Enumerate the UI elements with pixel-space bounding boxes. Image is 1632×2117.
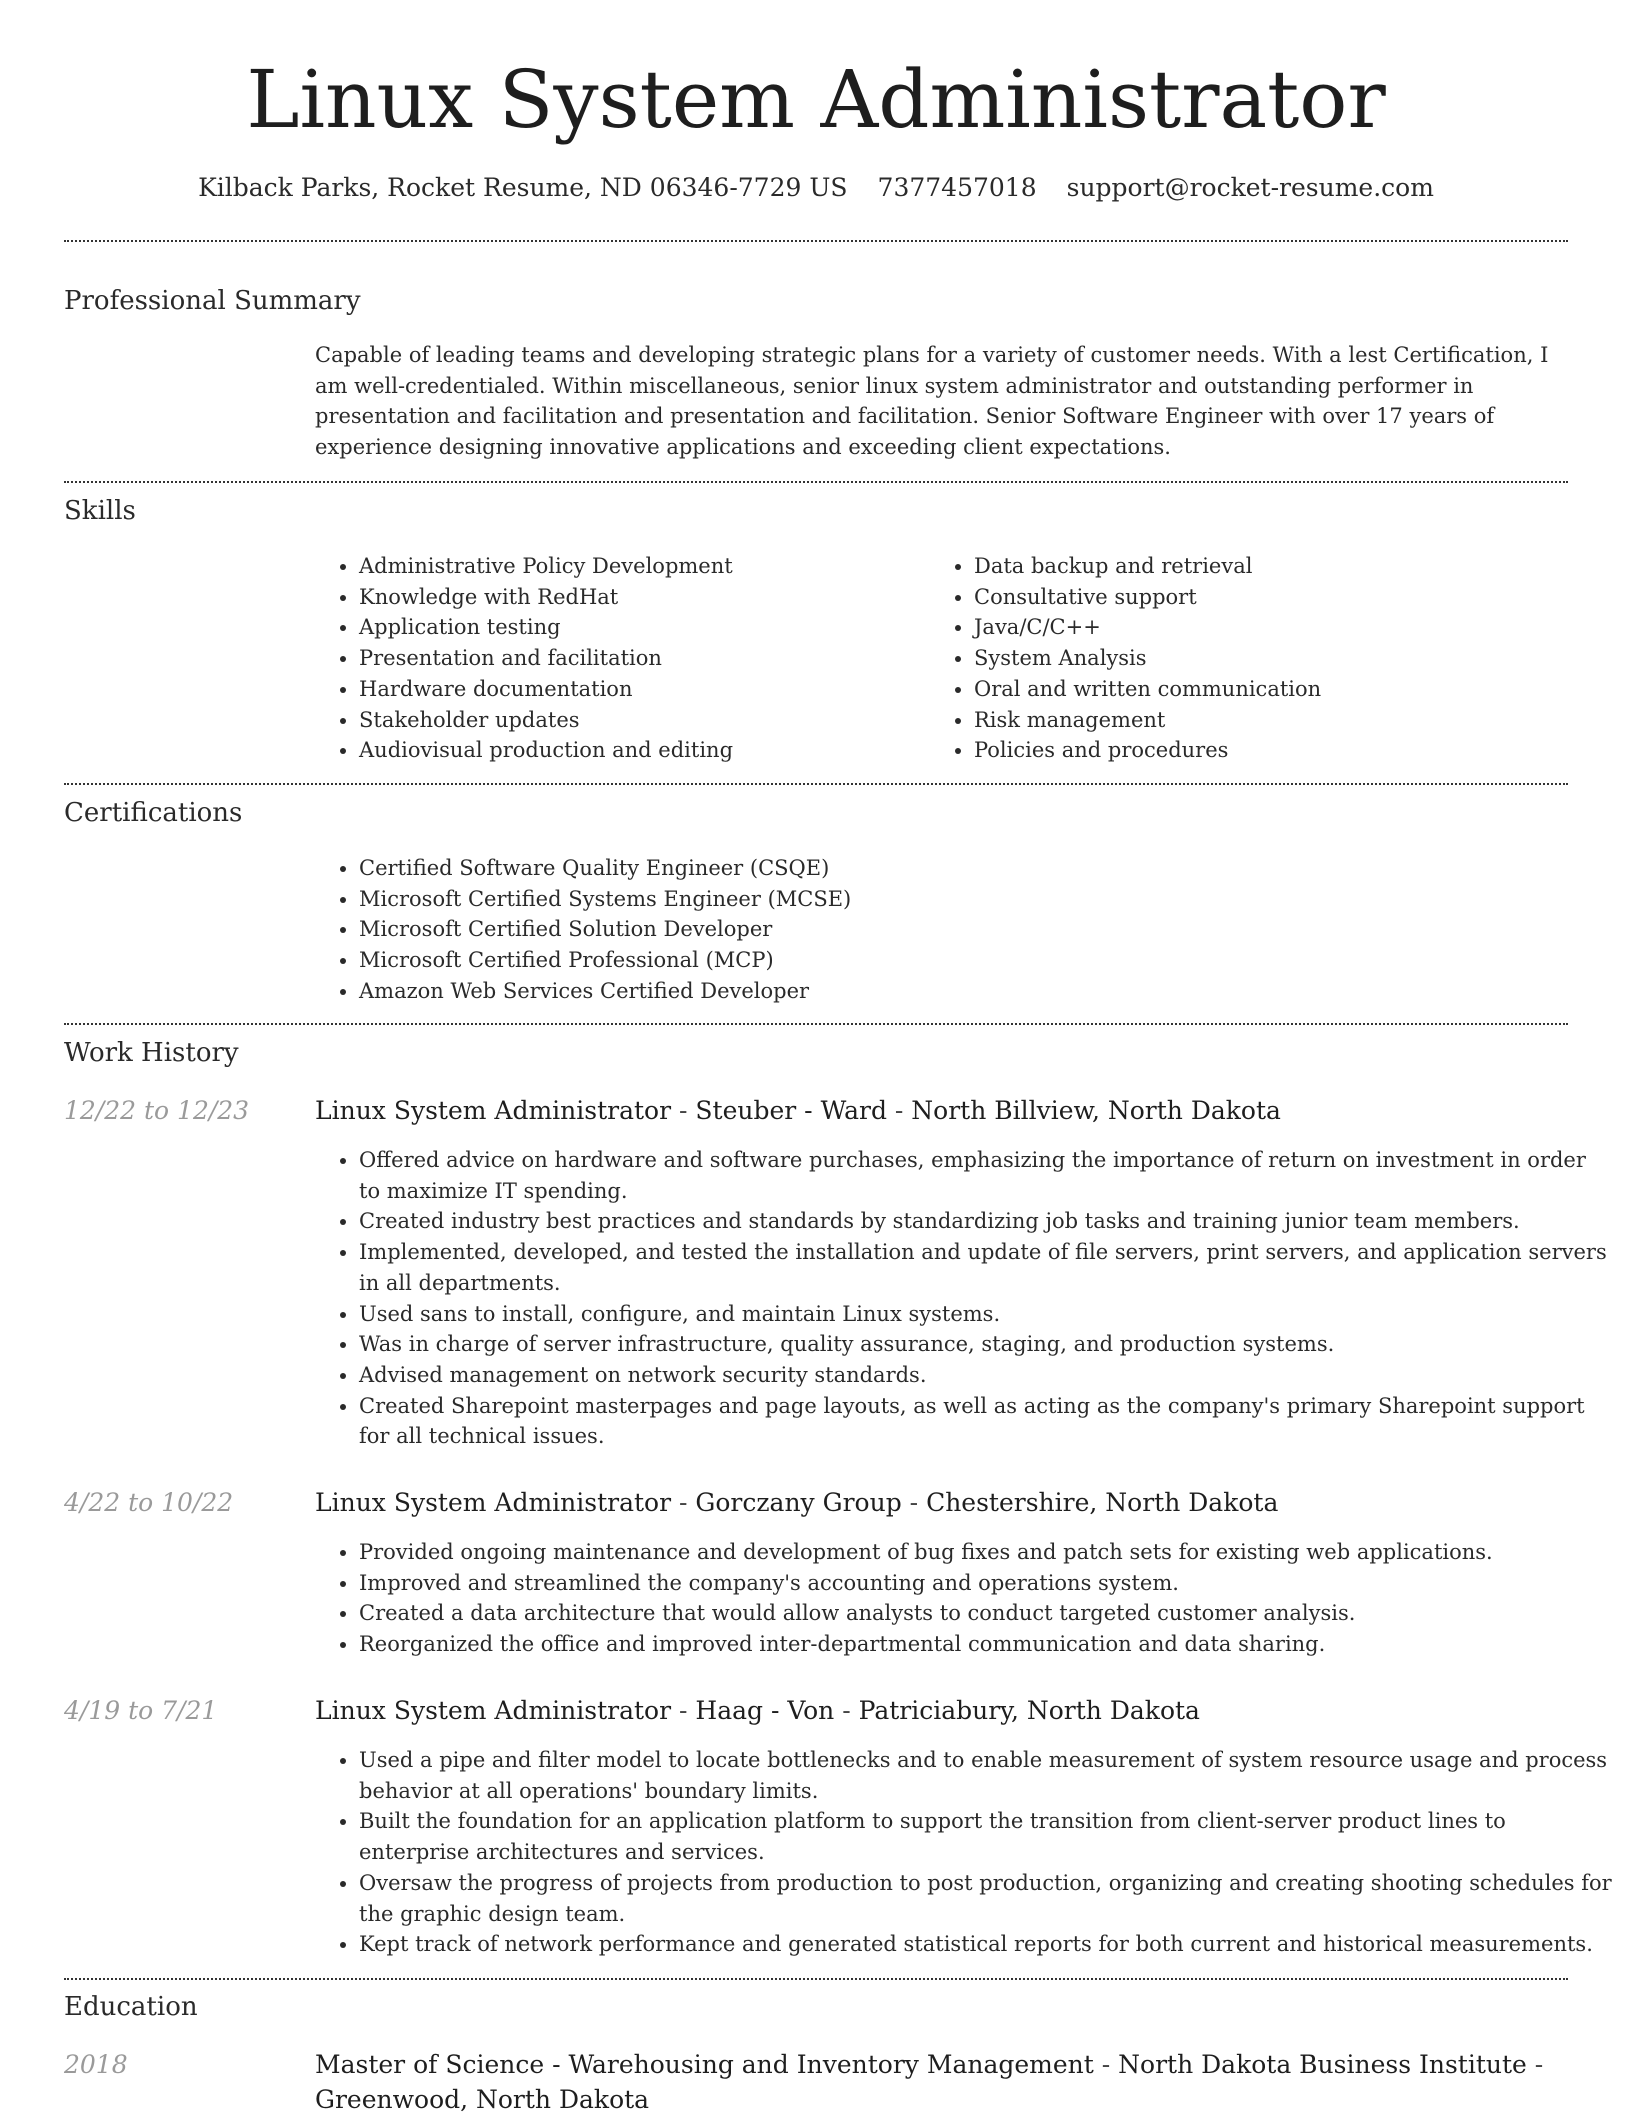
job-bullet: • Offered advice on hardware and software purchases, emphasizing the importance of return on investment in order to maximize IT spending. [359, 1145, 1612, 1206]
job-location: North Billview, North Dakota [911, 1096, 1281, 1125]
job-heading [315, 1485, 1568, 1520]
job-dates: 4/22 to 10/22 [64, 1488, 234, 1517]
separator: - [901, 1488, 927, 1517]
job-bullet: • Created a data architecture that would allow analysts to conduct targeted customer analysis. [359, 1598, 1612, 1629]
certifications-list [315, 853, 1559, 1007]
skill-item: • Administrative Policy Development [359, 551, 919, 582]
separator: - [1093, 2050, 1119, 2079]
job-company: Steuber - Ward [695, 1096, 887, 1125]
separator: - [834, 1696, 859, 1725]
certification-item: • Microsoft Certified Professional (MCP) [359, 945, 1559, 976]
job-bullets [315, 1537, 1612, 1660]
job-bullet: • Provided ongoing maintenance and development of bug fixes and patch sets for existing web applications. [359, 1537, 1612, 1568]
divider [64, 481, 1568, 483]
job-bullet: • Created Sharepoint masterpages and page layouts, as well as acting as the company's primary Sharepoint support for all technical issues. [359, 1391, 1612, 1452]
divider [64, 783, 1568, 785]
degree: Master of Science - Warehousing and Inventory Management [315, 2050, 1094, 2079]
skill-item: • Audiovisual production and editing [359, 735, 919, 766]
section-title-summary: Professional Summary [64, 286, 361, 316]
job-dates: 12/22 to 12/23 [64, 1096, 250, 1125]
skills-list-left [315, 551, 919, 766]
certification-item: • Certified Software Quality Engineer (CSQE) [359, 853, 1559, 884]
job-bullet: • Kept track of network performance and generated statistical reports for both current and historical measurements. [359, 1929, 1612, 1960]
skill-item: • Policies and procedures [974, 735, 1574, 766]
job-dates: 4/19 to 7/21 [64, 1696, 218, 1725]
job-bullets [315, 1745, 1612, 1960]
skill-item: • Presentation and facilitation [359, 643, 919, 674]
skill-item: • System Analysis [974, 643, 1574, 674]
job-bullet: • Reorganized the office and improved inter-departmental communication and data sharing. [359, 1629, 1612, 1660]
divider [64, 1978, 1568, 1980]
job-role: Linux System Administrator [315, 1096, 672, 1125]
skill-item: • Knowledge with RedHat [359, 582, 919, 613]
job-bullet: • Was in charge of server infrastructure, quality assurance, staging, and production systems. [359, 1329, 1612, 1360]
job-company: Haag - Von [695, 1696, 835, 1725]
skill-item: • Risk management [974, 705, 1574, 736]
education-heading [315, 2047, 1568, 2117]
separator: - [671, 1696, 696, 1725]
school-location: Greenwood, North Dakota [315, 2085, 650, 2114]
separator: - [671, 1488, 696, 1517]
skill-item: • Java/C/C++ [974, 612, 1574, 643]
job-company: Gorczany Group [695, 1488, 902, 1517]
job-role: Linux System Administrator [315, 1488, 672, 1517]
job-location: Patriciabury, North Dakota [858, 1696, 1200, 1725]
job-bullet: • Built the foundation for an application platform to support the transition from client-server product lines to enterprise architectures and services. [359, 1806, 1612, 1867]
job-bullet: • Implemented, developed, and tested the installation and update of file servers, print servers, and application servers in all departments. [359, 1237, 1612, 1298]
section-title-certifications: Certifications [64, 798, 243, 828]
job-bullet: • Used sans to install, configure, and maintain Linux systems. [359, 1299, 1612, 1330]
job-location: Chestershire, North Dakota [926, 1488, 1279, 1517]
job-bullet: • Oversaw the progress of projects from production to post production, organizing and creating shooting schedules for the graphic design team. [359, 1868, 1612, 1929]
summary-text: Capable of leading teams and developing strategic plans for a variety of customer needs. With a lest Certification, I am well-credentialed. Within miscellaneous, senior linux system administrator and outstanding performer in presentation and facilitation and presentation and facilitation. Senior Software Engineer with over 17 years of experience designing innovative applications and exceeding client expectations. [315, 343, 1549, 460]
skill-item: • Stakeholder updates [359, 705, 919, 736]
school: North Dakota Business Institute [1118, 2050, 1527, 2079]
contact-line [0, 170, 1632, 206]
skill-item: • Oral and written communication [974, 674, 1574, 705]
certification-item: • Amazon Web Services Certified Developer [359, 976, 1559, 1007]
job-bullet: • Used a pipe and filter model to locate bottlenecks and to enable measurement of system resource usage and process behavior at all operations' boundary limits. [359, 1745, 1612, 1806]
candidate-name: Linux System Administrator [246, 53, 1386, 146]
section-title-skills: Skills [64, 496, 136, 526]
skills-list-right [930, 551, 1574, 766]
separator: - [1526, 2050, 1544, 2079]
job-role: Linux System Administrator [315, 1696, 672, 1725]
separator: - [886, 1096, 912, 1125]
job-heading [315, 1693, 1568, 1728]
education-year: 2018 [64, 2050, 128, 2079]
address: Kilback Parks, Rocket Resume, ND 06346-7729 US [198, 173, 848, 202]
divider [64, 1023, 1568, 1025]
skill-item: • Data backup and retrieval [974, 551, 1574, 582]
skill-item: • Hardware documentation [359, 674, 919, 705]
phone: 7377457018 [877, 173, 1037, 202]
divider [64, 240, 1568, 242]
job-bullet: • Improved and streamlined the company's accounting and operations system. [359, 1568, 1612, 1599]
separator: - [671, 1096, 696, 1125]
certification-item: • Microsoft Certified Solution Developer [359, 914, 1559, 945]
job-heading [315, 1093, 1568, 1128]
job-bullets [315, 1145, 1612, 1452]
section-title-work-history: Work History [64, 1038, 239, 1068]
certification-item: • Microsoft Certified Systems Engineer (MCSE) [359, 884, 1559, 915]
skill-item: • Application testing [359, 612, 919, 643]
job-bullet: • Advised management on network security standards. [359, 1360, 1612, 1391]
section-title-education: Education [64, 1992, 198, 2022]
job-bullet: • Created industry best practices and standards by standardizing job tasks and training junior team members. [359, 1206, 1612, 1237]
skill-item: • Consultative support [974, 582, 1574, 613]
email-link[interactable]: support@rocket-resume.com [1066, 173, 1434, 202]
